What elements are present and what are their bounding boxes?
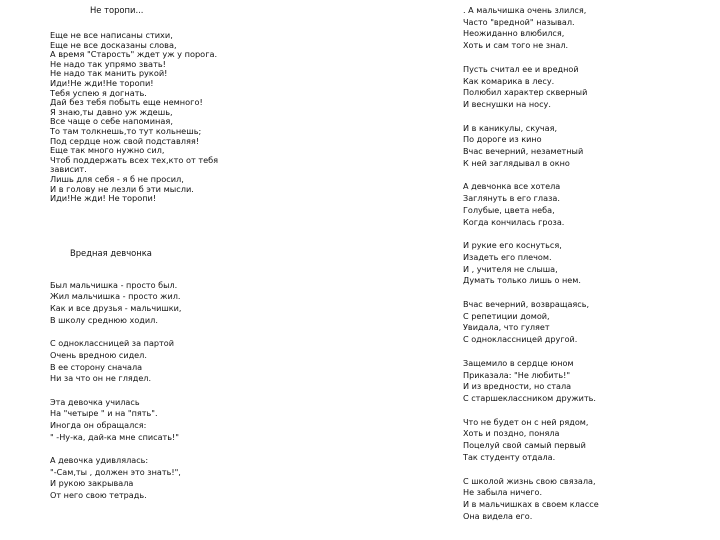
stanza (463, 476, 713, 523)
poem-line: Она видела его. (463, 510, 533, 521)
poem-line: С одноклассницей за партой (50, 338, 174, 349)
stanza (50, 280, 380, 327)
poem-line: А девочка удивлялась: (50, 454, 149, 465)
poem-line: И , учителя не слыша, (463, 263, 558, 274)
stanza (463, 123, 713, 170)
stanza (463, 64, 713, 111)
poem-line: Ни за что он не глядел. (50, 373, 152, 384)
poem-title: Вредная девчонка (70, 247, 152, 258)
poem-line: С репетиции домой, (463, 310, 550, 321)
left-column (50, 5, 380, 513)
poem-line: . А мальчишка очень злился, (463, 5, 587, 15)
poem-line: Как и все друзья - мальчишки, (50, 303, 182, 314)
poem-line: Еще не все досказаны слова, (50, 39, 177, 50)
poem-line: Когда кончилась гроза. (463, 216, 565, 227)
poem-title: Не торопи... (90, 5, 144, 15)
poem-line: А девчонка все хотела (463, 181, 561, 192)
poem-line: Еще так много нужно сил, (50, 145, 165, 156)
stanza (463, 417, 713, 464)
poem-line: Иди!Не жди! Не торопи! (50, 193, 157, 204)
poem-line: Вчас вечерний, незаметный (463, 146, 584, 157)
poem-line: Пусть считал ее и вредной (463, 63, 579, 74)
poem-line: Так студенту отдала. (463, 451, 556, 462)
stanza (50, 397, 380, 444)
poem-line: Что не будет он с ней рядом, (463, 416, 589, 427)
poem-line: Защемило в сердце юном (463, 357, 574, 368)
poem-line: Полюбил характер скверный (463, 87, 588, 98)
poem-line: И веснушки на носу. (463, 98, 551, 109)
poem-line: " -Ну-ка, дай-ка мне списать!" (50, 431, 179, 442)
poem-line: Не забыла ничего. (463, 487, 543, 498)
poem-line: Под сердце нож свой подставляя! (50, 135, 200, 146)
poem-line: Думать только лишь о нем. (463, 275, 581, 286)
poem-line: А время "Старость" ждет уж у порога. (50, 49, 218, 60)
poem-line: С одноклассницей другой. (463, 334, 578, 345)
poem-line: Увидала, что гуляет (463, 322, 550, 333)
poem-line: Хоть и сам того не знал. (463, 40, 569, 51)
poem-line: Как комарика в лесу. (463, 75, 555, 86)
stanza (50, 455, 380, 502)
poem-line: В ее сторону сначала (50, 361, 143, 372)
poem-line: И в голову не лезли б эти мысли. (50, 183, 194, 194)
poem-line: Вчас вечерний, возвращаясь, (463, 299, 590, 310)
right-column (463, 5, 713, 534)
poem-line: То там толкнешь,то тут кольнешь; (50, 125, 202, 136)
poem-line: Часто "вредной" называл. (463, 16, 575, 27)
poem-line: Неожиданно влюбился, (463, 28, 565, 39)
poem-line: И рукою закрывала (50, 478, 134, 489)
poem-line: К ней заглядывал в окно (463, 157, 570, 168)
poem-line: "-Сам,ты , должен это знать!", (50, 466, 181, 477)
poem-line: Хоть и поздно, поняла (463, 428, 560, 439)
poem-line: Жил мальчишка - просто жил. (50, 291, 181, 302)
poem-line: И в мальчишках в своем классе (463, 498, 599, 509)
poem-line: Заглянуть в его глаза. (463, 193, 560, 204)
poem-line: И в каникулы, скучая, (463, 122, 558, 133)
poem-line: Лишь для себя - я б не просил, (50, 173, 184, 184)
poem-line: Дай без тебя побыть еще немного! (50, 97, 203, 108)
poem-line: Голубые, цвета неба, (463, 204, 555, 215)
poem-line: По дороге из кино (463, 134, 542, 145)
poem-line: Иди!Не жди!Не торопи! (50, 77, 154, 88)
poem-line: Чтоб поддержать всех тех,кто от тебя (50, 154, 219, 165)
poem-line: Эта девочка училась (50, 396, 140, 407)
poem-line: С школой жизнь свою связала, (463, 475, 596, 486)
poem-line: Иногда он обращался: (50, 419, 147, 430)
poem-line: На "четыре " и на "пять". (50, 408, 158, 419)
poem-text (50, 31, 380, 204)
poem-line: Изадеть его плечом. (463, 251, 552, 262)
poem-line: Не надо так манить рукой! (50, 68, 168, 79)
poem-line: Я знаю,ты давно уж ждешь, (50, 106, 173, 117)
stanza (463, 299, 713, 346)
poem-line: И из вредности, но стала (463, 381, 572, 392)
stanza (463, 358, 713, 405)
poem-line: Еще не все написаны стихи, (50, 30, 173, 40)
poem-line: И рукие его коснуться, (463, 240, 562, 251)
poem-line: Приказала: "Не любить!" (463, 369, 571, 380)
poem-line: Поцелуй свой самый первый (463, 440, 586, 451)
stanza (463, 240, 713, 287)
stanza (463, 5, 713, 52)
poem-line: Очень вредною сидел. (50, 349, 147, 360)
poem-line: зависит. (50, 164, 87, 175)
poem-line: От него свою тетрадь. (50, 490, 147, 501)
stanza (50, 338, 380, 385)
poem-line: Тебя успею я догнать. (50, 87, 147, 98)
poem-line: Все чаще о себе напоминая, (50, 116, 173, 127)
poem-line: Был мальчишка - просто был. (50, 279, 178, 290)
poem-line: Не надо так упрямо звать! (50, 58, 166, 69)
stanza (463, 181, 713, 228)
poem-line: В школу среднюю ходил. (50, 314, 158, 325)
poem-line: С старшеклассником дружить. (463, 392, 596, 403)
